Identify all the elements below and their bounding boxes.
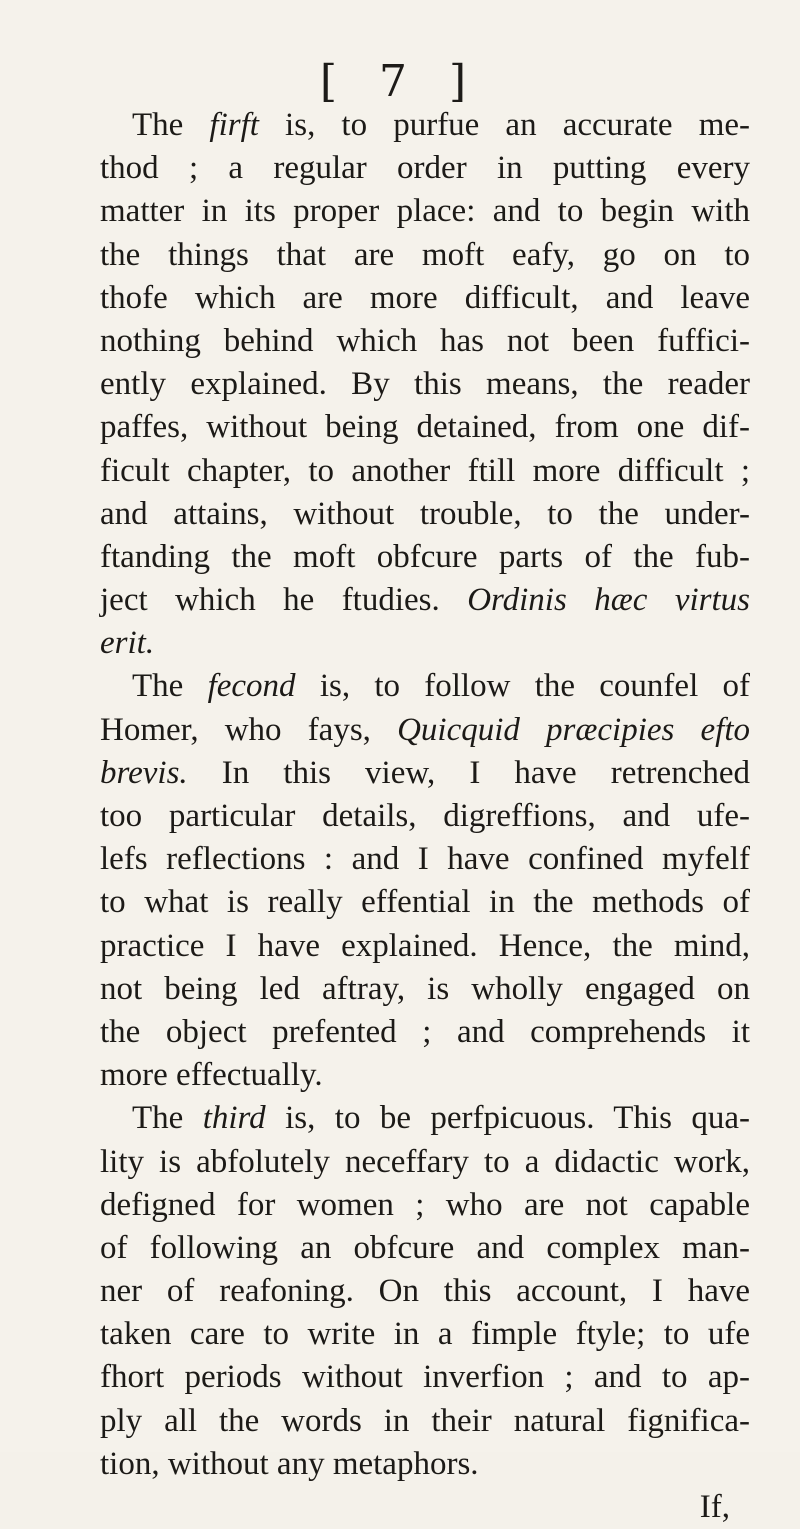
text-line: erit. [100,625,155,662]
text-line: defigned for women ; who are not capable [100,1186,750,1223]
text-line: matter in its proper place: and to begin with [100,193,750,230]
text-line: thod ; a regular order in putting every [100,150,750,187]
text-line: paffes, without being detained, from one dif- [100,409,750,446]
text-line: practice I have explained. Hence, the mind, [100,927,750,964]
text-line: the object prefented ; and comprehends it [100,1013,750,1050]
text-line: ficult chapter, to another ftill more difficult ; [100,452,750,489]
text-line: thofe which are more difficult, and leave [100,279,750,316]
text-line: to what is really effential in the methods of [100,884,750,921]
text-line: and attains, without trouble, to the under- [100,495,750,532]
text-line: not being led aftray, is wholly engaged on [100,970,750,1007]
text-line: fhort periods without inverfion ; and to ap- [100,1359,750,1396]
text-line: The fecond is, to follow the counfel of [132,668,750,705]
text-line: tion, without any metaphors. [100,1445,479,1482]
text-line: more effectually. [100,1057,323,1094]
text-line: Homer, who fays, Quicquid præcipies efto [100,711,750,748]
text-line: too particular details, digreffions, and ufe- [100,798,750,834]
text-line: nothing behind which has not been fuffici- [100,322,750,359]
text-line: The third is, to be perfpicuous. This qua- [132,1100,750,1137]
catchword: If, [699,1489,730,1525]
text-line: lity is abfolutely neceffary to a didactic work, [100,1143,750,1180]
text-line: brevis. In this view, I have retrenched [100,754,750,791]
text-line: The firft is, to purfue an accurate me- [132,107,750,143]
text-line: ply all the words in their natural fignifica- [100,1402,750,1439]
text-line: ftanding the moft obfcure parts of the fub- [100,538,750,575]
text-line: taken care to write in a fimple ftyle; to ufe [100,1316,750,1353]
text-line: ject which he ftudies. Ordinis hæc virtus [100,582,750,619]
text-line: ently explained. By this means, the reader [100,366,750,403]
text-line: of following an obfcure and complex man- [100,1229,750,1266]
text-line: lefs reflections : and I have confined myfelf [100,841,750,878]
page-body [100,104,750,1529]
text-line: ner of reafoning. On this account, I have [100,1273,750,1310]
page-number: [ 7 ] [319,56,481,107]
text-line: the things that are moft eafy, go on to [100,236,750,273]
